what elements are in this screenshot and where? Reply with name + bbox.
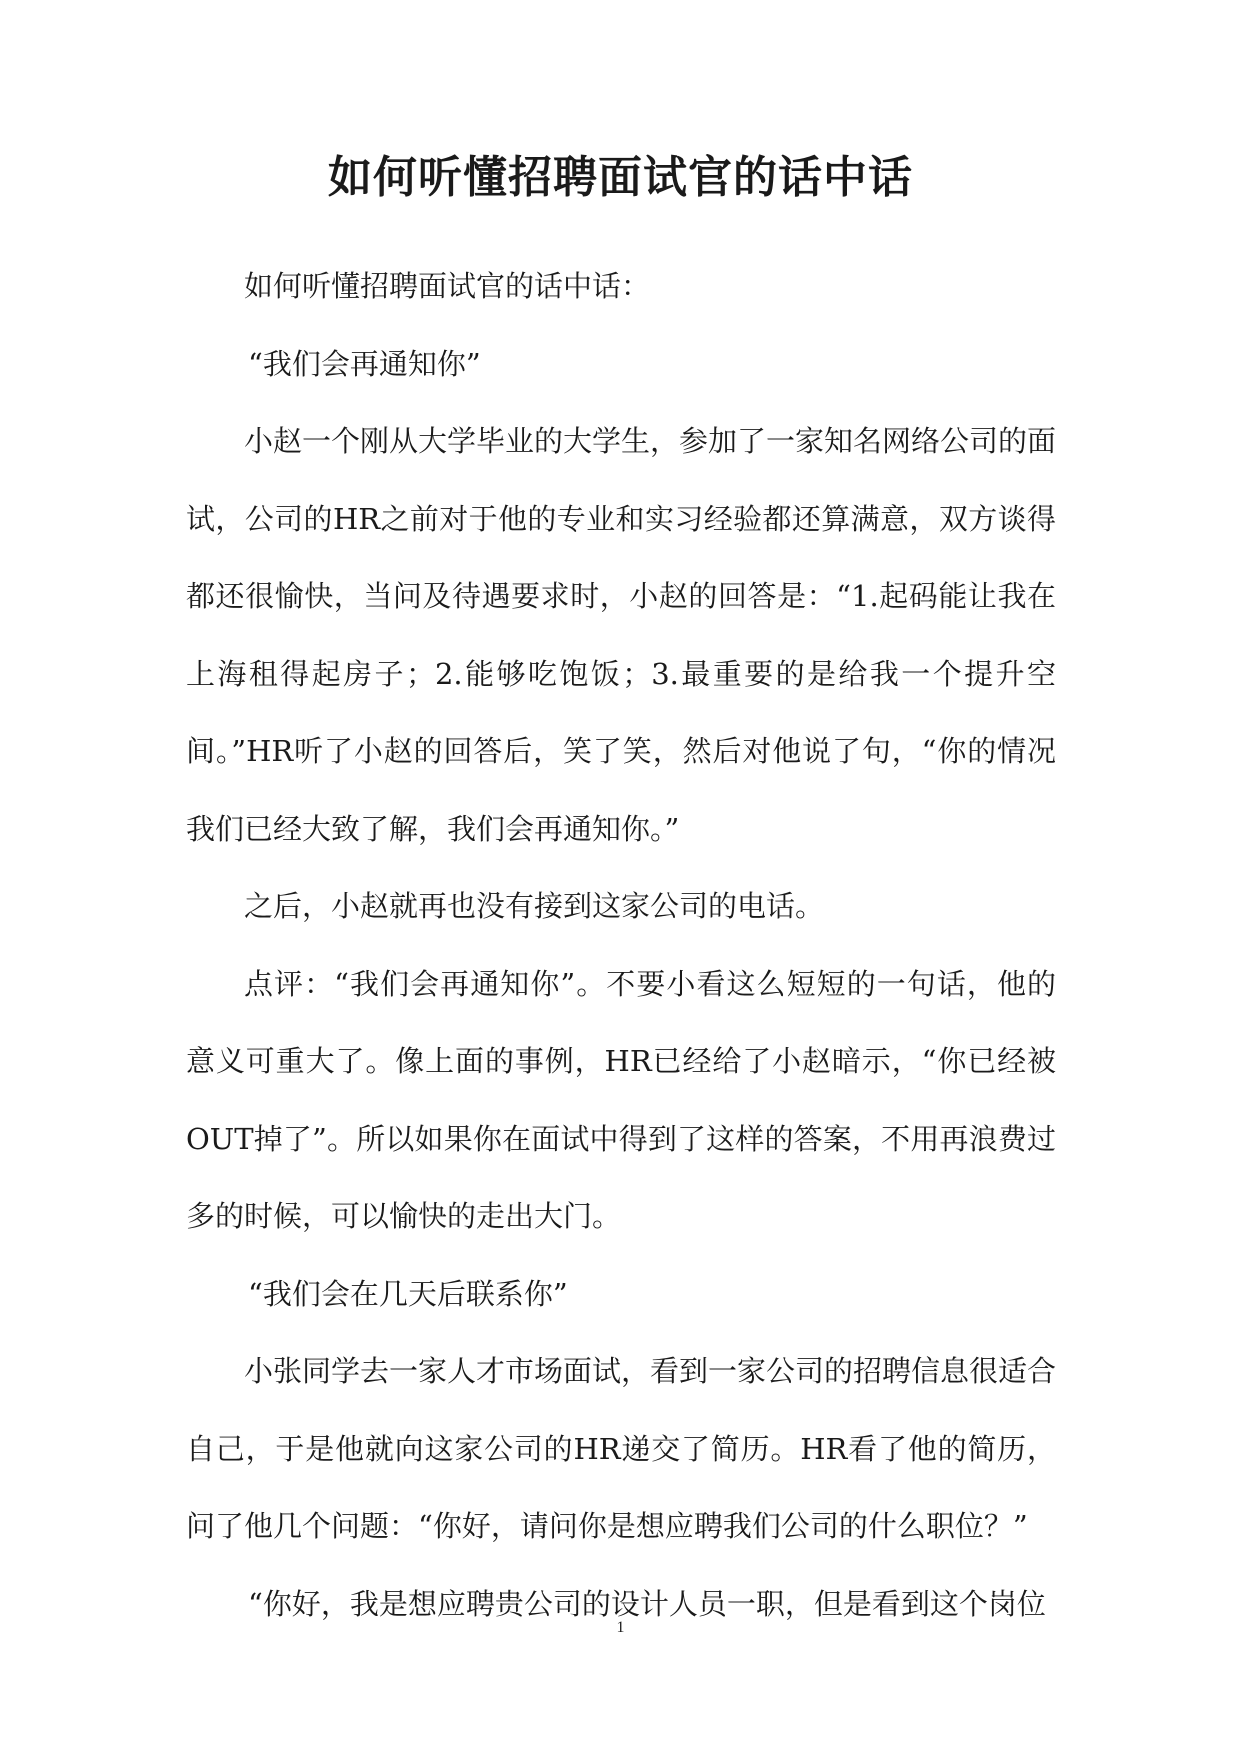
paragraph-intro: 如何听懂招聘面试官的话中话： [244, 269, 651, 303]
page-title: 如何听懂招聘面试官的话中话 [328, 152, 913, 203]
paragraph-story-zhang: 小张同学去一家人才市场面试，看到一家公司的招聘信息很适合自己，于是他就向这家公司的HR递交了简历。HR看了他的简历，问了他几个问题：“你好，请问你是想应聘我们公司的什么职位？” [186, 1354, 1057, 1543]
paragraph-heading-notify: “我们会再通知你” [248, 346, 481, 381]
paragraph-comment: 点评：“我们会再通知你”。不要小看这么短短的一句话，他的意义可重大了。像上面的事例，HR已经给了小赵暗示，“你已经被OUT掉了”。所以如果你在面试中得到了这样的答案，不用再浪费过多的时候，可以愉快的走出大门。 [186, 966, 1056, 1233]
body-text [186, 248, 1056, 1643]
page-number: 1 [616, 1619, 625, 1636]
paragraph-story-zhao: 小赵一个刚从大学毕业的大学生，参加了一家知名网络公司的面试，公司的HR之前对于他的专业和实习经验都还算满意，双方谈得都还很愉快，当问及待遇要求时，小赵的回答是：“1.起码能让我在上海租得起房子；2.能够吃饱饭；3.最重要的是给我一个提升空间。”HR听了小赵的回答后，笑了笑，然后对他说了句，“你的情况我们已经大致了解，我们会再通知你。” [186, 424, 1057, 846]
paragraph-heading-contact: “我们会在几天后联系你” [248, 1276, 568, 1311]
paragraph-reply-zhang: “你好，我是想应聘贵公司的设计人员一职，但是看到这个岗位 [248, 1586, 1046, 1621]
paragraph-result-zhao: 之后，小赵就再也没有接到这家公司的电话。 [244, 889, 825, 923]
